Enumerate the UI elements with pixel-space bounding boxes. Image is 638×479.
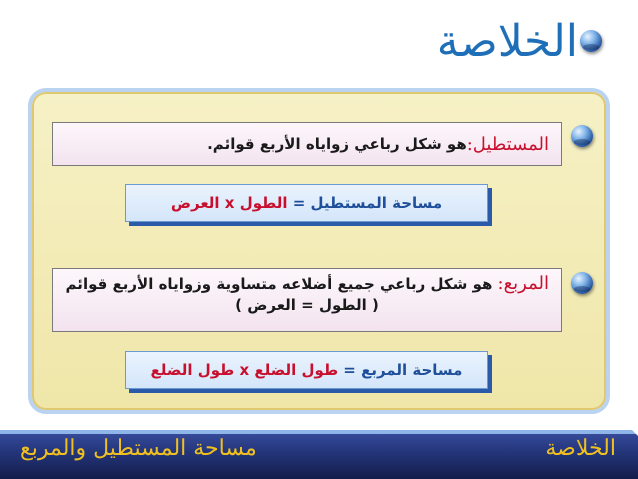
footer-bar	[0, 430, 638, 479]
rectangle-label: المستطيل:	[466, 133, 549, 155]
slide-title-area	[437, 8, 578, 74]
rectangle-bullet-globe-icon	[571, 125, 593, 147]
square-formula-equals: =	[338, 361, 362, 379]
rectangle-area-formula	[125, 184, 488, 222]
rectangle-definition-box	[52, 122, 562, 166]
footer-section-title: الخلاصة	[545, 436, 616, 461]
page-title: الخلاصة	[436, 15, 578, 67]
rectangle-formula-lhs: مساحة المستطيل	[310, 194, 443, 212]
square-definition-box	[52, 268, 562, 332]
rectangle-definition-text: هو شكل رباعي زواياه الأربع قوائم.	[207, 135, 467, 153]
square-definition-condition: ( الطول = العرض )	[235, 296, 379, 314]
square-bullet-globe-icon	[571, 272, 593, 294]
title-globe-icon	[580, 30, 602, 52]
rectangle-formula-equals: =	[287, 194, 311, 212]
square-definition-text: هو شكل رباعي جميع أضلاعه متساوية وزواياه الأربع قوائم	[65, 275, 493, 293]
square-label: المربع:	[497, 273, 549, 294]
footer-lesson-title: مساحة المستطيل والمربع	[20, 436, 257, 461]
square-formula-rhs: طول الضلع x طول الضلع	[150, 361, 339, 379]
rectangle-formula-rhs: الطول x العرض	[170, 194, 288, 212]
footer-corner-fold	[630, 428, 638, 436]
square-formula-lhs: مساحة المربع	[361, 361, 463, 379]
square-area-formula	[125, 351, 488, 389]
